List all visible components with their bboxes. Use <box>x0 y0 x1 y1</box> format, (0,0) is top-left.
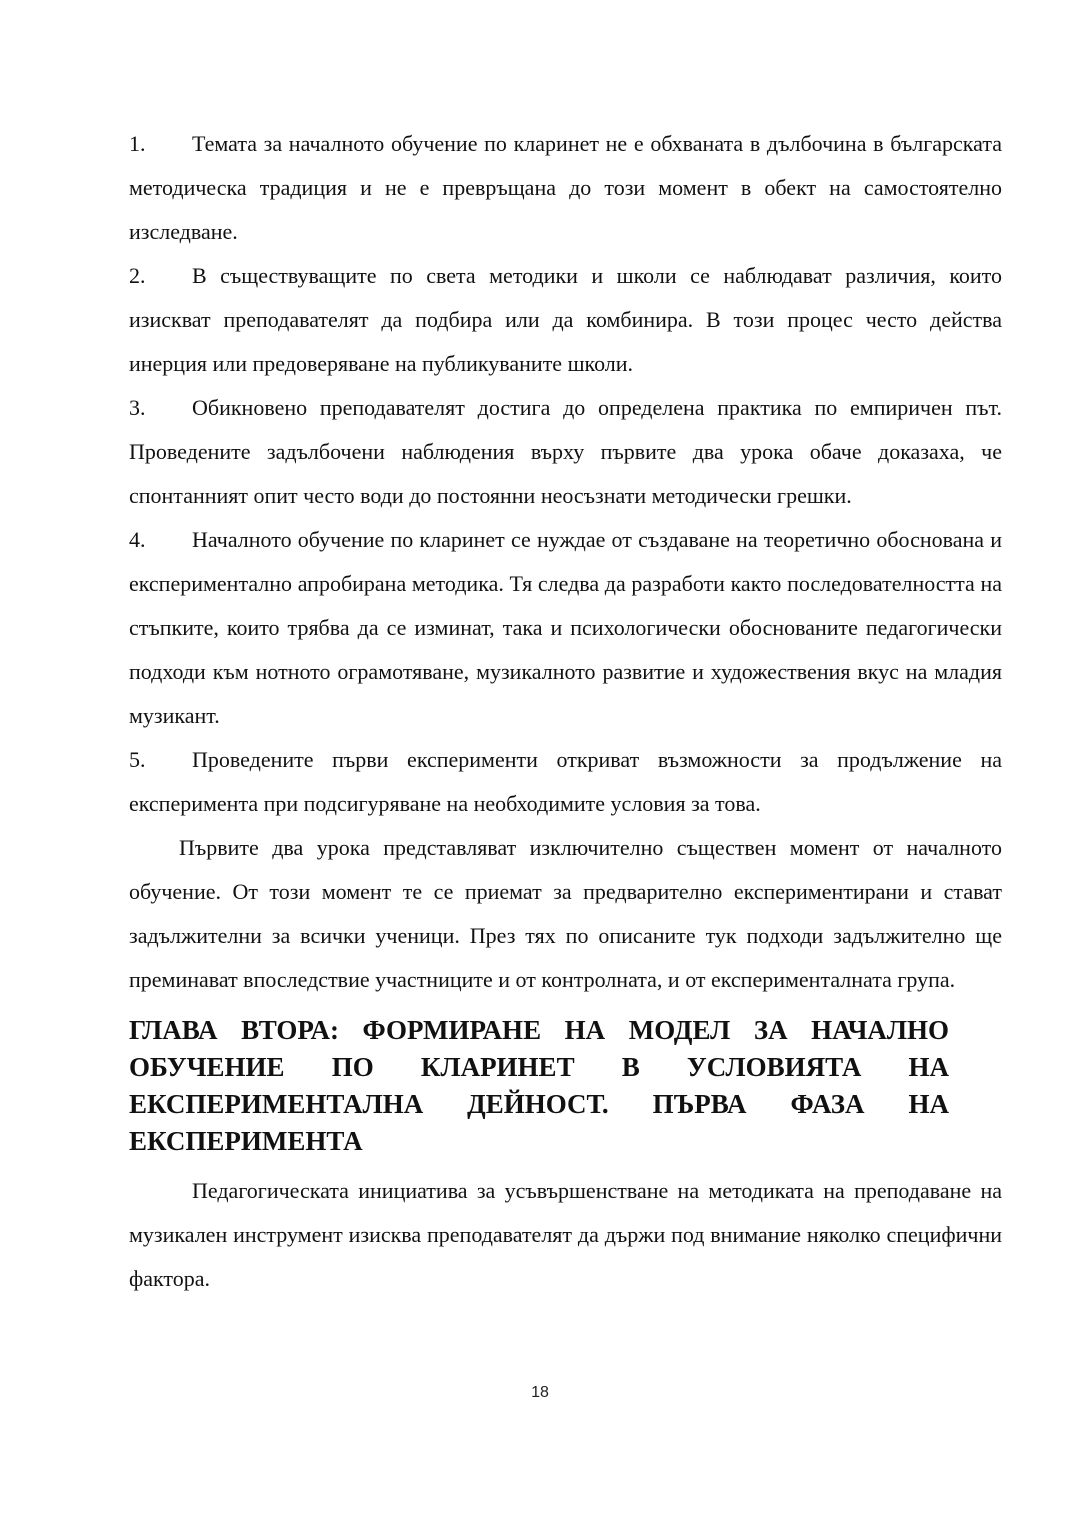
conclusions-list <box>129 122 1002 826</box>
chapter-heading: ГЛАВА ВТОРА: ФОРМИРАНЕ НА МОДЕЛ ЗА НАЧАЛНО ОБУЧЕНИЕ ПО КЛАРИНЕТ В УСЛОВИЯТА НА ЕКСПЕРИМЕНТАЛНА ДЕЙНОСТ. ПЪРВА ФАЗА НА ЕКСПЕРИМЕНТА <box>129 1015 949 1156</box>
list-item <box>129 386 1002 518</box>
list-item-number: 1. <box>129 131 146 156</box>
list-item-number: 2. <box>129 263 146 288</box>
body-paragraph-pedagogical-initiative: Педагогическата инициатива за усъвършенстване на методиката на преподаване на музикален инструмент изисква преподавателят да държи под внимание няколко специфични фактора. <box>129 1178 1002 1291</box>
list-item-text: Темата за началното обучение по кларинет не е обхваната в дълбочина в българската методическа традиция и не е превръщана до този момент в обект на самостоятелно изследване. <box>129 131 1002 244</box>
list-item <box>129 518 1002 738</box>
list-item-number: 3. <box>129 395 146 420</box>
list-item-text: Проведените първи експерименти откриват възможности за продължение на експеримента при подсигуряване на необходимите условия за това. <box>129 747 1002 816</box>
page-number: 18 <box>531 1384 549 1401</box>
list-item-number: 4. <box>129 527 146 552</box>
list-item-number: 5. <box>129 747 146 772</box>
list-item <box>129 738 1002 826</box>
list-item-text: Началното обучение по кларинет се нуждае от създаване на теоретично обоснована и експериментално апробирана методика. Тя следва да разработи както последователността на стъпките, които трябва да се изминат, така и психологически обоснованите педагогически подходи към нотното ограмотяване, музикалното развитие и художествения вкус на младия музикант. <box>129 527 1002 728</box>
list-item-text: Обикновено преподавателят достига до определена практика по емпиричен път. Проведените задълбочени наблюдения върху първите два урока обаче доказаха, че спонтанният опит често води до постоянни неосъзнати методически грешки. <box>129 395 1002 508</box>
list-item <box>129 122 1002 254</box>
body-paragraph-first-lessons: Първите два урока представляват изключително съществен момент от началното обучение. От този момент те се приемат за предварително експериментирани и стават задължителни за всички ученици. През тях по описаните тук подходи задължително ще преминават впоследствие участниците и от контролната, и от експерименталната група. <box>129 835 1002 992</box>
list-item <box>129 254 1002 386</box>
page-content <box>129 122 1002 1301</box>
list-item-text: В съществуващите по света методики и школи се наблюдават различия, които изискват преподавателят да подбира или да комбинира. В този процес често действа инерция или предоверяване на публикуваните школи. <box>129 263 1002 376</box>
